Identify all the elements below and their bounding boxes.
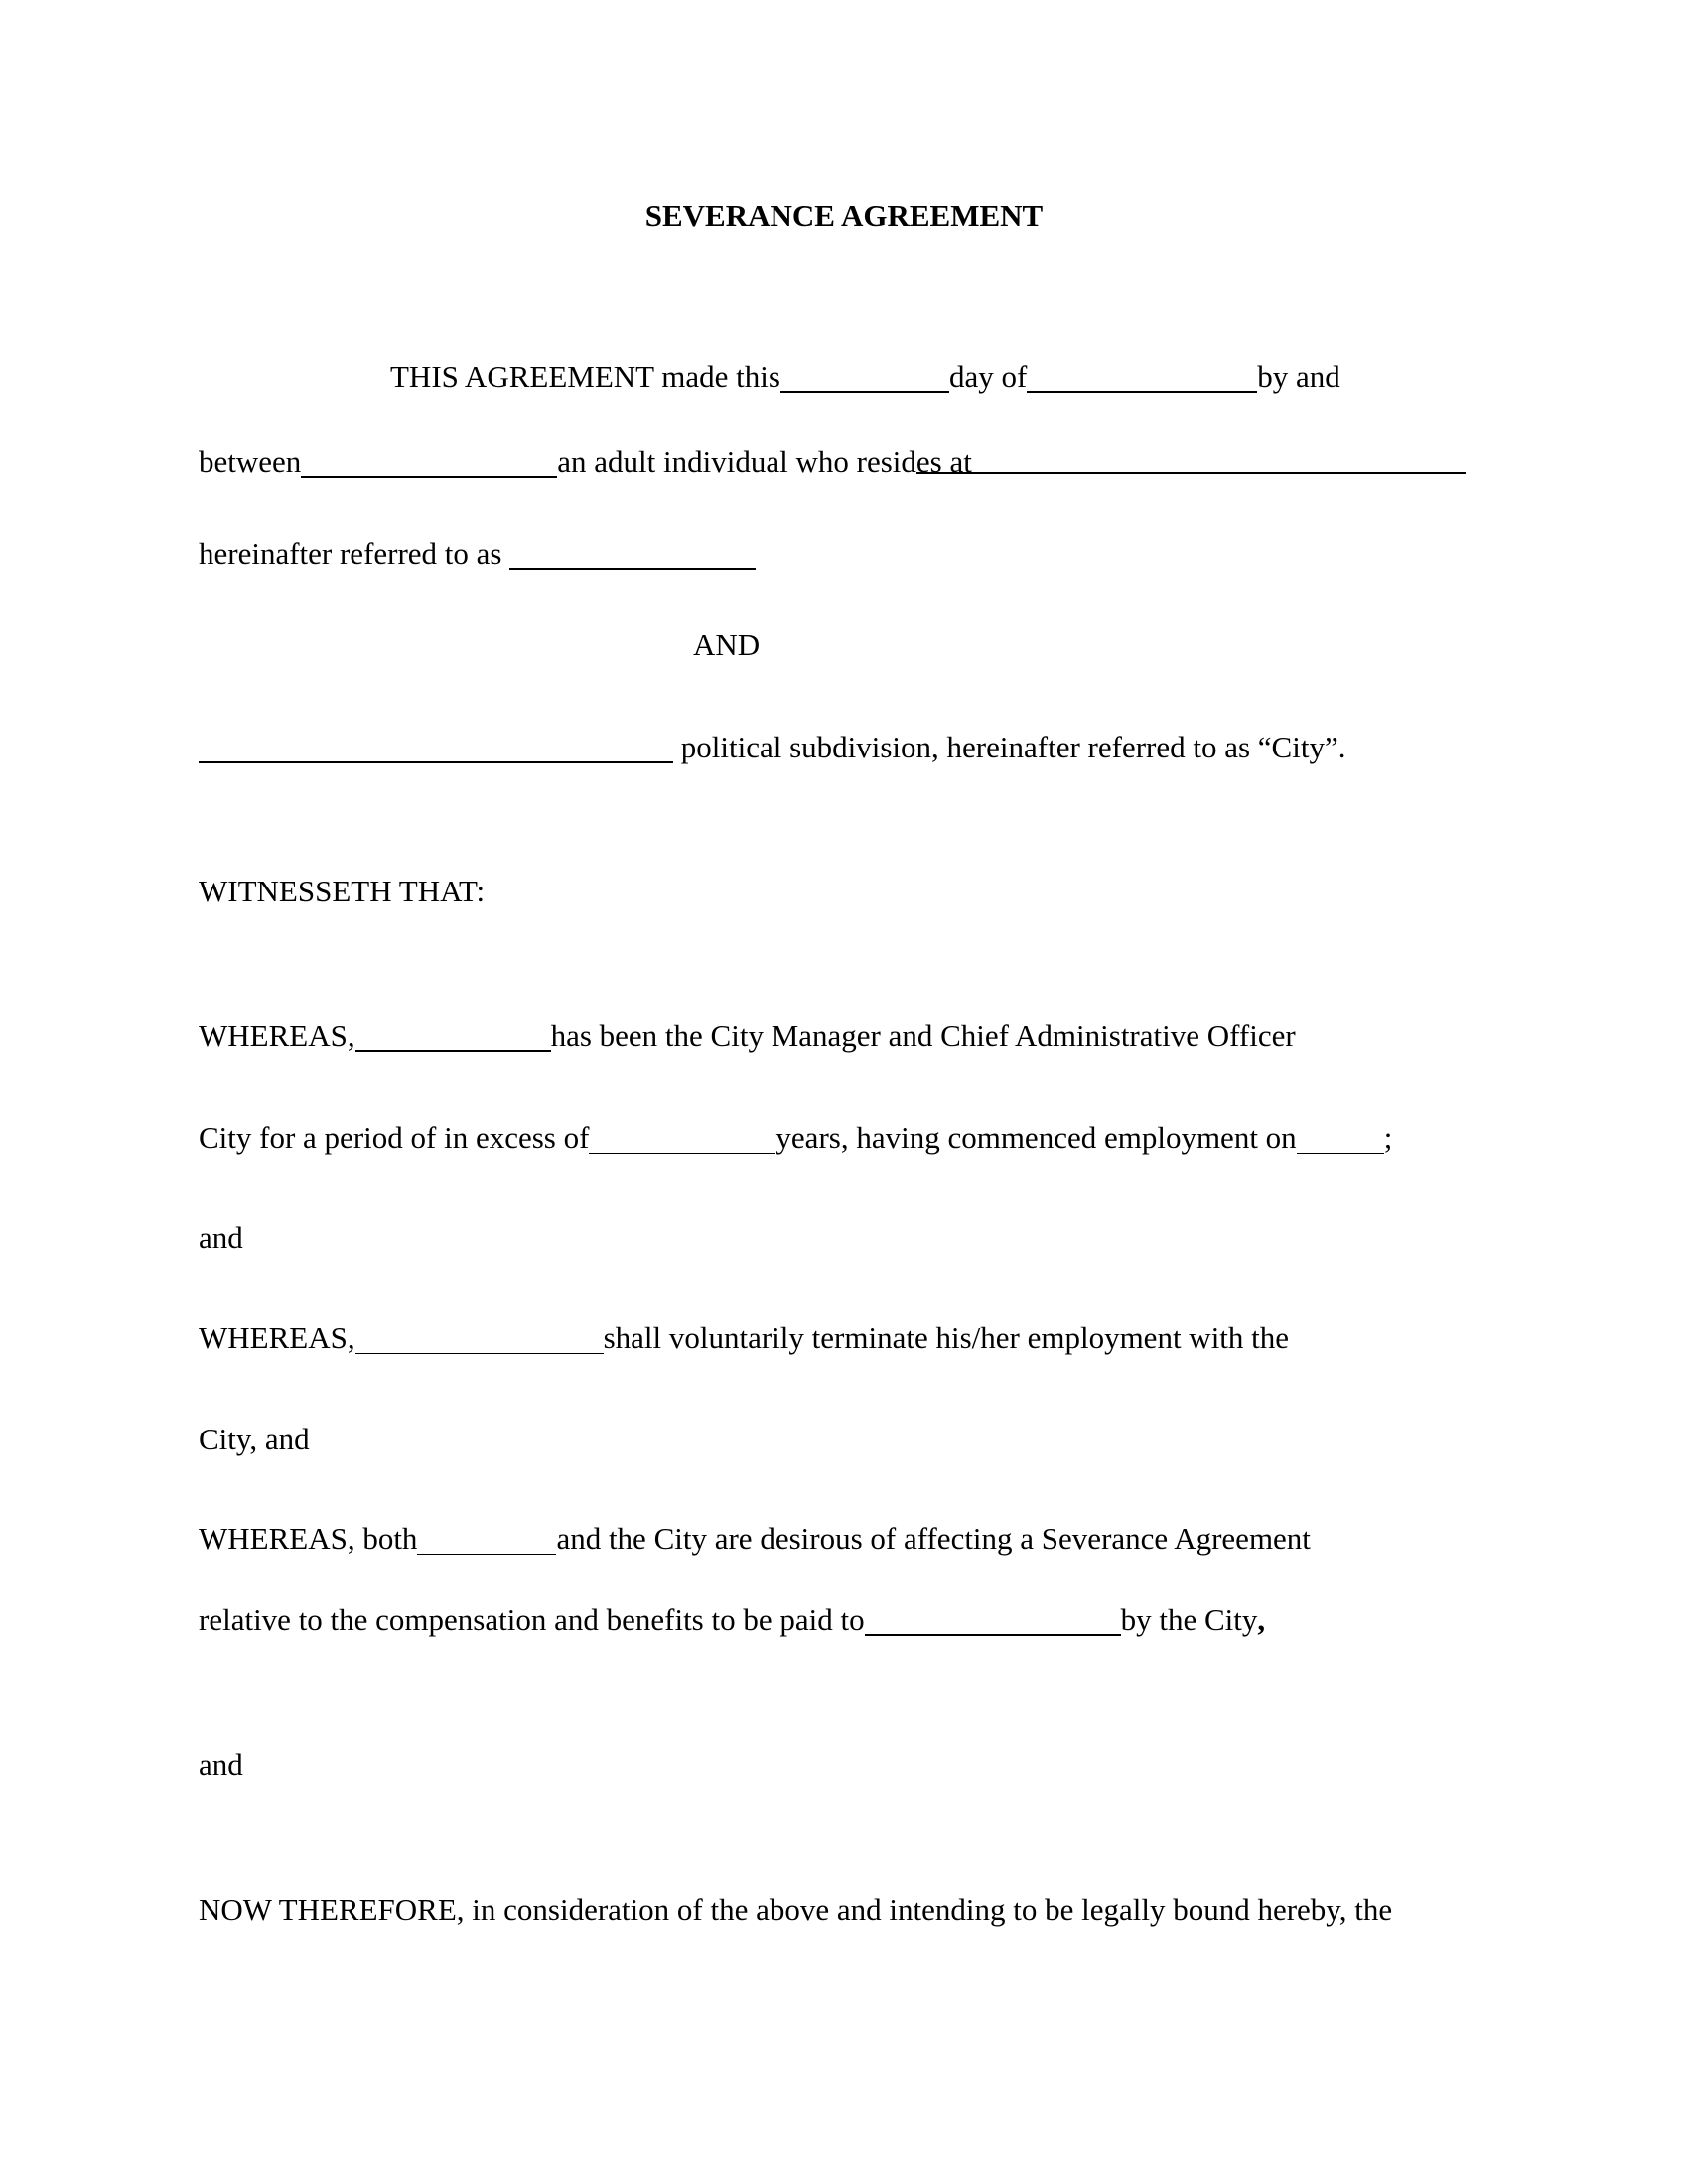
- day-blank[interactable]: [780, 361, 949, 393]
- whereas-3-text-a: WHEREAS, both: [199, 1521, 418, 1556]
- whereas-3-line: [199, 1519, 1311, 1559]
- semicolon-text: ;: [1383, 1120, 1393, 1155]
- political-subdivision-text: political subdivision, hereinafter referred to as “City”.: [680, 730, 1346, 764]
- whereas-2-text-b: shall voluntarily terminate his/her employment with the: [603, 1320, 1290, 1355]
- agreement-intro-line: [390, 357, 1340, 397]
- referred-text: hereinafter referred to as: [199, 536, 502, 571]
- whereas-1-cont-line: [199, 1118, 1392, 1158]
- city-line: [199, 728, 1345, 767]
- by-city-text: by the City: [1120, 1602, 1258, 1637]
- witnesseth-heading: WITNESSETH THAT:: [199, 874, 486, 908]
- comma-text: ,: [1257, 1602, 1266, 1637]
- between-line: [199, 442, 1466, 481]
- commence-date-blank[interactable]: [1297, 1123, 1384, 1154]
- party-name-blank[interactable]: [417, 1524, 556, 1555]
- now-therefore-line: NOW THEREFORE, in consideration of the above and intending to be legally bound hereby, the: [199, 1892, 1393, 1927]
- whereas-1-line: [199, 1017, 1296, 1056]
- period-text: City for a period of in excess of: [199, 1120, 590, 1155]
- intro-text-a: THIS AGREEMENT made this: [390, 359, 780, 394]
- document-title: SEVERANCE AGREEMENT: [644, 199, 1044, 233]
- whereas-2-cont-line: City, and: [199, 1422, 310, 1456]
- whereas-1-text-a: WHEREAS,: [199, 1019, 355, 1053]
- intro-text-c: by and: [1257, 359, 1340, 394]
- city-name-blank[interactable]: [199, 732, 673, 763]
- terminating-employee-blank[interactable]: [355, 1323, 604, 1354]
- commenced-text: years, having commenced employment on: [775, 1120, 1297, 1155]
- whereas-2-line: [199, 1318, 1289, 1358]
- individual-text: an adult individual who resid: [557, 444, 916, 478]
- whereas-2-text-a: WHEREAS,: [199, 1320, 355, 1355]
- and-separator: AND: [693, 627, 761, 662]
- manager-name-blank[interactable]: [355, 1021, 551, 1052]
- compensation-text: relative to the compensation and benefits to be paid to: [199, 1602, 865, 1637]
- whereas-3-text-b: and the City are desirous of affecting a Severance Agreement: [556, 1521, 1311, 1556]
- and-line-1: and: [199, 1220, 243, 1255]
- employee-name-blank[interactable]: [301, 446, 557, 478]
- resides-at-text: es at: [915, 444, 972, 478]
- between-text: between: [199, 444, 302, 478]
- and-line-2: and: [199, 1747, 243, 1782]
- referred-line: [199, 534, 756, 574]
- month-blank[interactable]: [1027, 361, 1257, 393]
- address-blank[interactable]: [915, 442, 1466, 478]
- whereas-3-cont-line: [199, 1600, 1265, 1640]
- intro-text-b: day of: [948, 359, 1028, 394]
- whereas-1-text-b: has been the City Manager and Chief Administrative Officer: [550, 1019, 1296, 1053]
- referred-as-blank[interactable]: [509, 538, 756, 570]
- recipient-name-blank[interactable]: [865, 1604, 1121, 1636]
- years-blank[interactable]: [589, 1123, 775, 1154]
